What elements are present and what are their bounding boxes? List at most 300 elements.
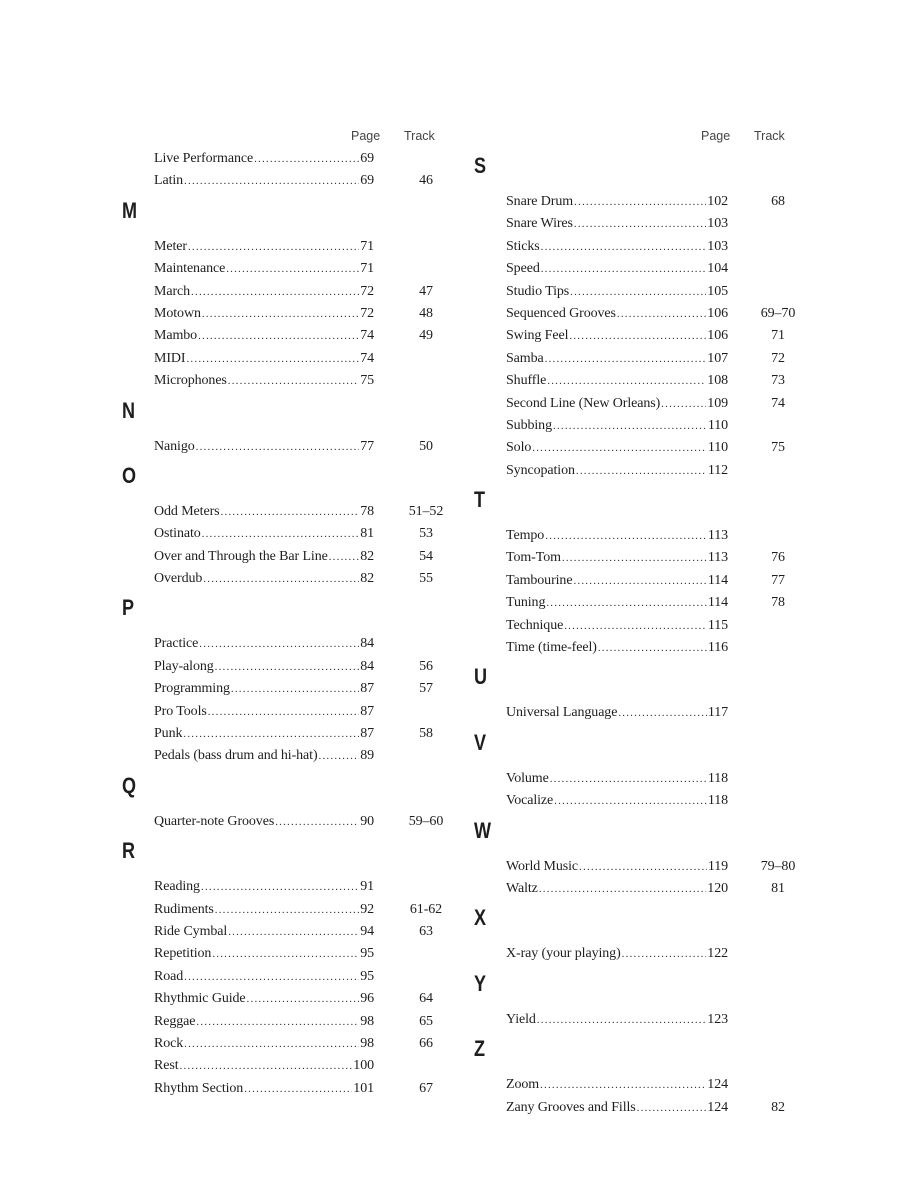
entry-label	[154, 876, 374, 898]
entry-term: Motown	[154, 305, 201, 321]
entry-track-number: 49	[419, 328, 433, 344]
entry-term: Zoom	[506, 1077, 540, 1093]
entry-label	[154, 921, 374, 943]
entry-term: Over and Through the Bar Line	[154, 548, 328, 564]
entry-page-number: 72	[360, 305, 374, 321]
section-letter: R	[122, 838, 136, 864]
index-entry	[122, 281, 442, 303]
entry-label	[154, 281, 374, 303]
index-entry	[122, 1011, 442, 1033]
entry-term: Waltz	[506, 880, 538, 896]
entry-term: Reggae	[154, 1013, 196, 1029]
entry-track-number: 64	[419, 991, 433, 1007]
entry-term: MIDI	[154, 350, 186, 366]
index-entry	[474, 1074, 794, 1096]
entry-term: Pro Tools	[154, 703, 207, 719]
entry-track-number: 51–52	[408, 503, 444, 519]
entry-term: Time (time-feel)	[506, 640, 597, 656]
entry-page-number: 90	[360, 813, 374, 829]
dot-leader	[618, 702, 706, 724]
index-entry	[122, 656, 442, 678]
entry-label	[154, 325, 374, 347]
dot-leader	[570, 281, 706, 303]
entry-page-number: 108	[707, 373, 728, 389]
section-letter: Z	[474, 1036, 486, 1062]
index-entry	[122, 258, 442, 280]
entry-term: Solo	[506, 440, 532, 456]
index-entry	[122, 546, 442, 568]
index-entry	[122, 170, 442, 192]
entry-track-number: 71	[771, 328, 785, 344]
index-entry	[122, 966, 442, 988]
entry-label	[154, 811, 374, 833]
entry-page-number: 122	[707, 946, 728, 962]
entry-page-number: 87	[360, 703, 374, 719]
dot-leader	[231, 678, 359, 700]
entry-page-number: 77	[360, 438, 374, 454]
entry-label	[154, 501, 374, 523]
entry-label	[506, 547, 728, 569]
entry-page-number: 91	[360, 879, 374, 895]
entry-track-number: 47	[419, 283, 433, 299]
section-letter: Q	[122, 772, 137, 798]
entry-page-number: 103	[707, 238, 728, 254]
entry-page-number: 117	[707, 705, 728, 721]
entry-label	[154, 656, 374, 678]
entry-term: Subbing	[506, 417, 552, 433]
entry-term: Yield	[506, 1011, 536, 1027]
entry-page-number: 95	[360, 946, 374, 962]
section-letter: V	[474, 729, 487, 755]
dot-leader	[545, 525, 707, 547]
entry-label	[506, 1097, 728, 1119]
entry-term: Punk	[154, 726, 183, 742]
dot-leader	[191, 281, 359, 303]
index-entry	[474, 768, 794, 790]
index-entry	[122, 568, 442, 590]
section-gap	[122, 427, 442, 436]
dot-leader	[196, 436, 360, 458]
entry-label	[154, 370, 374, 392]
entry-term: Mambo	[154, 328, 198, 344]
index-entry	[122, 370, 442, 392]
index-entry	[122, 303, 442, 325]
track-column-heading: Track	[404, 129, 435, 143]
entry-label	[506, 637, 728, 659]
dot-leader	[579, 856, 707, 878]
entry-page-number: 106	[707, 305, 728, 321]
dot-leader	[541, 236, 707, 258]
dot-leader	[186, 348, 359, 370]
dot-leader	[541, 258, 707, 280]
entry-page-number: 74	[360, 350, 374, 366]
track-column-heading: Track	[754, 129, 785, 143]
dot-leader	[215, 899, 359, 921]
entry-page-number: 84	[360, 636, 374, 652]
entry-term: Programming	[154, 681, 230, 697]
entry-page-number: 87	[360, 726, 374, 742]
dot-leader	[199, 633, 359, 655]
entry-page-number: 119	[707, 858, 728, 874]
index-entry	[474, 213, 794, 235]
dot-leader	[617, 303, 706, 325]
entry-term: Maintenance	[154, 261, 226, 277]
index-entry	[474, 258, 794, 280]
entry-track-number: 58	[419, 726, 433, 742]
entry-label	[506, 768, 728, 790]
index-column-right	[474, 124, 794, 1119]
entry-label	[154, 943, 374, 965]
dot-leader	[184, 1033, 359, 1055]
entry-label	[154, 966, 374, 988]
entry-term: Rhythmic Guide	[154, 991, 246, 1007]
dot-leader	[573, 570, 706, 592]
dot-leader	[228, 921, 359, 943]
entry-page-number: 114	[707, 595, 728, 611]
entry-term: Ostinato	[154, 526, 201, 542]
entry-label	[154, 236, 374, 258]
section-gap	[122, 867, 442, 876]
dot-leader	[180, 1055, 353, 1077]
dot-leader	[537, 1009, 706, 1031]
dot-leader	[562, 547, 707, 569]
dot-leader	[574, 213, 706, 235]
dot-leader	[637, 1097, 707, 1119]
entry-track-number: 73	[771, 373, 785, 389]
index-entry	[474, 1009, 794, 1031]
entry-term: Tambourine	[506, 572, 573, 588]
section-gap	[474, 934, 794, 943]
column-header	[474, 124, 794, 148]
dot-leader	[215, 656, 360, 678]
entry-track-number: 54	[419, 548, 433, 564]
section-gap	[474, 847, 794, 856]
dot-leader	[212, 943, 359, 965]
entry-label	[154, 258, 374, 280]
page-column-heading: Page	[351, 129, 381, 143]
dot-leader	[553, 415, 707, 437]
entry-page-number: 114	[707, 572, 728, 588]
entry-label	[506, 370, 728, 392]
dot-leader	[221, 501, 360, 523]
entry-term: Shuffle	[506, 373, 547, 389]
index-entry	[474, 570, 794, 592]
dot-leader	[546, 592, 706, 614]
section-letter: T	[474, 487, 486, 513]
entry-track-number: 57	[419, 681, 433, 697]
entry-track-number: 46	[419, 173, 433, 189]
entry-page-number: 95	[360, 968, 374, 984]
section-gap	[474, 693, 794, 702]
dot-leader	[202, 523, 360, 545]
index-entry	[474, 236, 794, 258]
entry-label	[506, 213, 728, 235]
entry-term: Rest	[154, 1058, 179, 1074]
entry-term: Meter	[154, 238, 187, 254]
dot-leader	[244, 1078, 352, 1100]
index-entry	[474, 943, 794, 965]
entry-track-number: 69–70	[760, 305, 796, 321]
index-entry	[474, 393, 794, 415]
entry-page-number: 84	[360, 658, 374, 674]
entry-page-number: 115	[707, 617, 728, 633]
entry-page-number: 101	[353, 1080, 374, 1096]
index-entry	[122, 1033, 442, 1055]
entry-track-number: 76	[771, 550, 785, 566]
index-entry	[122, 1078, 442, 1100]
dot-leader	[198, 325, 359, 347]
entry-term: Snare Drum	[506, 194, 574, 209]
entry-page-number: 71	[360, 261, 374, 277]
index-entry	[122, 523, 442, 545]
section-letter: X	[474, 905, 487, 931]
entry-page-number: 110	[707, 440, 728, 456]
entry-track-number: 65	[419, 1013, 433, 1029]
entry-page-number: 106	[707, 328, 728, 344]
index-entry	[122, 811, 442, 833]
entry-label	[154, 678, 374, 700]
entry-page-number: 98	[360, 1035, 374, 1051]
entry-term: Rhythm Section	[154, 1080, 244, 1096]
entry-label	[506, 943, 728, 965]
dot-leader	[201, 876, 359, 898]
entry-track-number: 82	[771, 1099, 785, 1115]
entry-page-number: 113	[707, 550, 728, 566]
index-entry	[474, 547, 794, 569]
entry-track-number: 81	[771, 880, 785, 896]
entry-term: Sticks	[506, 238, 540, 254]
entry-page-number: 82	[360, 548, 374, 564]
entry-term: Syncopation	[506, 462, 575, 478]
entry-page-number: 120	[707, 880, 728, 896]
entry-term: Samba	[506, 350, 544, 366]
entry-label	[506, 191, 728, 213]
dot-leader	[574, 191, 706, 213]
entry-label	[154, 701, 374, 723]
index-entry	[474, 370, 794, 392]
index-entry	[122, 1055, 442, 1077]
section-letter: N	[122, 397, 136, 423]
dot-leader	[254, 148, 359, 170]
entry-label	[506, 460, 728, 482]
index-entry	[122, 678, 442, 700]
dot-leader	[545, 348, 707, 370]
entry-page-number: 123	[707, 1011, 728, 1027]
dot-leader	[547, 370, 706, 392]
index-entry	[474, 637, 794, 659]
index-entry	[474, 303, 794, 325]
entry-track-number: 68	[771, 194, 785, 209]
dot-leader	[203, 568, 359, 590]
index-entry	[474, 856, 794, 878]
entry-label	[506, 702, 728, 724]
section-gap	[122, 492, 442, 501]
entry-label	[154, 148, 374, 170]
entry-term: Odd Meters	[154, 503, 220, 519]
index-entry	[474, 592, 794, 614]
section-gap	[122, 802, 442, 811]
index-entry	[122, 745, 442, 767]
entry-page-number: 118	[707, 770, 728, 786]
entry-track-number: 61-62	[409, 901, 443, 917]
entry-term: Rudiments	[154, 901, 214, 917]
entry-track-number: 50	[419, 438, 433, 454]
entry-track-number: 75	[771, 440, 785, 456]
index-entry	[474, 460, 794, 482]
entry-page-number: 87	[360, 681, 374, 697]
dot-leader	[202, 303, 359, 325]
entry-page-number: 69	[360, 151, 374, 166]
section-letter: U	[474, 664, 488, 690]
index-entry	[474, 415, 794, 437]
entry-page-number: 96	[360, 991, 374, 1007]
entry-track-number: 63	[419, 923, 433, 939]
entry-term: Universal Language	[506, 705, 618, 721]
entry-term: Volume	[506, 770, 549, 786]
dot-leader	[183, 723, 359, 745]
entry-label	[154, 1055, 374, 1077]
entry-label	[506, 1074, 728, 1096]
entry-term: Reading	[154, 879, 200, 895]
dot-leader	[532, 437, 707, 459]
entry-track-number: 66	[419, 1035, 433, 1051]
entry-page-number: 105	[707, 283, 728, 299]
entry-term: Ride Cymbal	[154, 923, 228, 939]
section-letter: O	[122, 462, 137, 488]
dot-leader	[576, 460, 707, 482]
index-entry	[474, 348, 794, 370]
entry-label	[506, 856, 728, 878]
entry-page-number: 102	[707, 194, 728, 209]
entry-page-number: 112	[707, 462, 728, 478]
index-entry	[122, 723, 442, 745]
entry-label	[154, 436, 374, 458]
entry-page-number: 124	[707, 1099, 728, 1115]
entry-label	[506, 258, 728, 280]
dot-leader	[540, 1074, 706, 1096]
entry-term: March	[154, 283, 191, 299]
entry-term: X-ray (your playing)	[506, 946, 621, 962]
index-entry	[474, 437, 794, 459]
dot-leader	[569, 325, 706, 347]
index-entry	[122, 436, 442, 458]
index-entry	[122, 876, 442, 898]
dot-leader	[184, 966, 359, 988]
entry-page-number: 107	[707, 350, 728, 366]
entry-label	[506, 437, 728, 459]
index-entry	[474, 878, 794, 900]
index-entry	[474, 702, 794, 724]
dot-leader	[228, 370, 359, 392]
entry-label	[506, 281, 728, 303]
entry-label	[154, 988, 374, 1010]
entry-term: Speed	[506, 261, 540, 277]
entry-term: Live Performance	[154, 151, 254, 166]
entry-term: Tempo	[506, 528, 545, 544]
entry-page-number: 113	[707, 528, 728, 544]
dot-leader	[661, 393, 706, 415]
index-entry	[122, 988, 442, 1010]
entry-label	[154, 633, 374, 655]
dot-leader	[226, 258, 359, 280]
entry-label	[154, 899, 374, 921]
entry-label	[506, 325, 728, 347]
entry-track-number: 79–80	[760, 858, 796, 874]
entry-page-number: 89	[360, 748, 374, 764]
entry-page-number: 81	[360, 526, 374, 542]
entry-track-number: 48	[419, 305, 433, 321]
index-entry	[474, 790, 794, 812]
section-letter: Y	[474, 970, 487, 996]
page-column-heading: Page	[701, 129, 731, 143]
section-letter: M	[122, 197, 138, 223]
dot-leader	[247, 988, 360, 1010]
index-entry	[122, 325, 442, 347]
entry-term: Repetition	[154, 946, 212, 962]
entry-term: Second Line (New Orleans)	[506, 395, 661, 411]
entry-track-number: 72	[771, 350, 785, 366]
entry-label	[506, 348, 728, 370]
dot-leader	[550, 768, 707, 790]
section-gap	[474, 516, 794, 525]
section-letter: S	[474, 153, 487, 178]
entry-track-number: 74	[771, 395, 785, 411]
dot-leader	[184, 170, 359, 192]
entry-label	[506, 1009, 728, 1031]
entry-track-number: 78	[771, 595, 785, 611]
entry-label	[506, 790, 728, 812]
entry-term: Rock	[154, 1035, 184, 1051]
entry-page-number: 71	[360, 238, 374, 254]
section-gap	[122, 227, 442, 236]
entry-track-number: 55	[419, 571, 433, 587]
entry-label	[506, 236, 728, 258]
index-entry	[474, 325, 794, 347]
index-entry	[122, 501, 442, 523]
entry-page-number: 94	[360, 923, 374, 939]
entry-term: Zany Grooves and Fills	[506, 1099, 636, 1115]
entry-page-number: 82	[360, 571, 374, 587]
entry-term: Pedals (bass drum and hi-hat)	[154, 748, 318, 764]
section-gap	[474, 759, 794, 768]
entry-page-number: 100	[353, 1058, 374, 1074]
index-entry	[474, 1097, 794, 1119]
entry-label	[506, 525, 728, 547]
entry-page-number: 74	[360, 328, 374, 344]
entry-label	[154, 1078, 374, 1100]
entry-label	[506, 415, 728, 437]
dot-leader	[598, 637, 707, 659]
dot-leader	[188, 236, 359, 258]
entry-label	[154, 546, 374, 568]
index-entry	[122, 701, 442, 723]
entry-page-number: 110	[707, 417, 728, 433]
entry-label	[154, 723, 374, 745]
dot-leader	[539, 878, 706, 900]
index-entry	[474, 525, 794, 547]
entry-term: World Music	[506, 858, 579, 874]
entry-page-number: 124	[707, 1077, 728, 1093]
index-entry	[122, 148, 442, 170]
entry-label	[506, 615, 728, 637]
entry-label	[154, 1033, 374, 1055]
entry-page-number: 98	[360, 1013, 374, 1029]
section-gap	[474, 1000, 794, 1009]
entry-track-number: 59–60	[408, 813, 444, 829]
index-entry	[122, 348, 442, 370]
entry-term: Studio Tips	[506, 283, 570, 299]
entry-term: Road	[154, 968, 184, 984]
